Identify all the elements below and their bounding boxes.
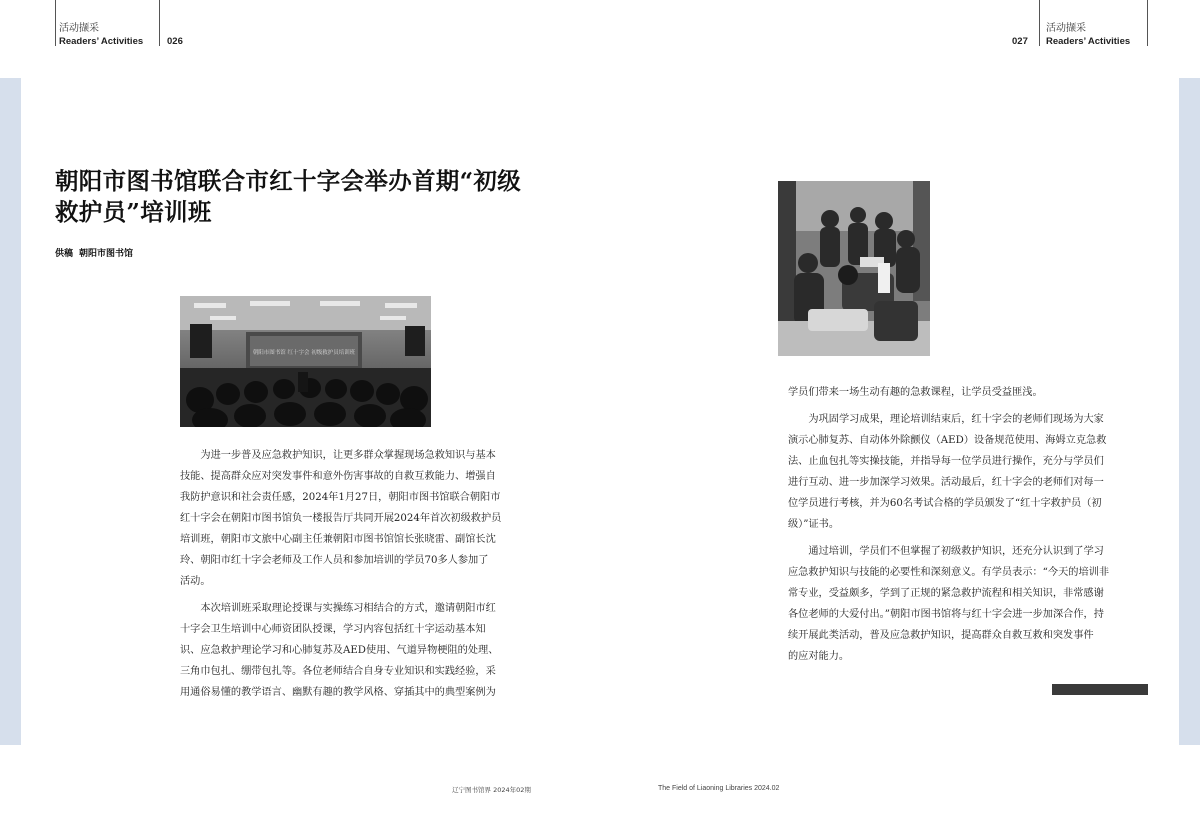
text-line: 通过培训，学员们不但掌握了初级救护知识，还充分认识到了学习 (808, 546, 1104, 557)
text-line: 续开展此类活动，普及应急救护知识，提高群众自救互救和突发事件 (788, 630, 1094, 641)
article-end-bar (1052, 684, 1148, 695)
left-edge-strip (0, 78, 21, 745)
page-number-left: 026 (167, 36, 183, 47)
article-title (55, 166, 575, 228)
header-left-section: 活动撷采 (59, 23, 99, 34)
text-line: 十字会卫生培训中心师资团队授课，学习内容包括红十字运动基本知 (180, 624, 486, 635)
text-line: 为进一步普及应急救护知识，让更多群众掌握现场急救知识与基本 (200, 450, 496, 461)
header-right-section: 活动撷采 (1046, 23, 1086, 34)
paragraph-right-2 (788, 409, 1160, 535)
text-line: 应急救护知识与技能的必要性和深刻意义。有学员表示：“今天的培训非 (788, 567, 1110, 578)
text-line: 学员们带来一场生动有趣的急救课程，让学员受益匪浅。 (788, 387, 1043, 398)
text-line: 级）”证书。 (788, 519, 840, 530)
text-line: 法、止血包扎等实操技能，并指导每一位学员进行操作，充分与学员们 (788, 456, 1104, 467)
lecture-screen-text: 朝阳市图书馆 红十字会 初级救护员培训班 (252, 350, 356, 356)
training-practice-illustration (778, 181, 930, 356)
text-line: 位学员进行考核，并为60名考试合格的学员颁发了“红十字救护员（初 (788, 498, 1102, 509)
header-left-section-en: Readers’ Activities (59, 36, 144, 47)
paragraph-right-3 (788, 541, 1160, 667)
header-left-outer-rule (55, 0, 56, 46)
text-line: 红十字会在朝阳市图书馆负一楼报告厅共同开展2024年首次初级救护员 (180, 513, 502, 524)
text-line: 的应对能力。 (788, 651, 850, 662)
training-practice-photo (778, 181, 930, 356)
text-line: 识、应急救护理论学习和心肺复苏及AED使用、气道异物梗阻的处理、 (180, 645, 499, 656)
byline (55, 246, 133, 259)
header-right-section-en: Readers’ Activities (1046, 36, 1131, 47)
footer-left: 辽宁图书馆界 2024年02期 (452, 786, 531, 794)
header-left-inner-rule (159, 0, 160, 46)
text-line: 常专业，受益颇多，学到了正规的紧急救护流程和相关知识，非常感谢 (788, 588, 1104, 599)
header-right-outer-rule (1147, 0, 1148, 46)
text-line: 各位老师的大爱付出。”朝阳市图书馆将与红十字会进一步加深合作，持 (788, 609, 1104, 620)
article-title-line-1: 朝阳市图书馆联合市红十字会举办首期“初级 (55, 167, 522, 195)
lecture-hall-photo (180, 296, 431, 427)
text-line: 进行互动、进一步加深学习效果。活动最后，红十字会的老师们对每一 (788, 477, 1104, 488)
text-line: 培训班，朝阳市文旅中心副主任兼朝阳市图书馆馆长张晓雷、副馆长沈 (180, 534, 496, 545)
text-line: 为巩固学习成果，理论培训结束后，红十字会的老师们现场为大家 (808, 414, 1104, 425)
text-line: 活动。 (180, 576, 211, 587)
text-line: 用通俗易懂的教学语言、幽默有趣的教学风格、穿插其中的典型案例为 (180, 687, 496, 698)
text-line: 演示心肺复苏、自动体外除颤仪（AED）设备规范使用、海姆立克急救 (788, 435, 1107, 446)
header-right-inner-rule (1039, 0, 1040, 46)
text-line: 我防护意识和社会责任感，2024年1月27日，朝阳市图书馆联合朝阳市 (180, 492, 501, 503)
footer-right: The Field of Liaoning Libraries 2024.02 (658, 785, 780, 792)
text-line: 玲、朝阳市红十字会老师及工作人员和参加培训的学员70多人参加了 (180, 555, 489, 566)
left-column-text (180, 445, 564, 703)
paragraph-left-2 (180, 598, 564, 703)
paragraph-left-1 (180, 445, 564, 592)
lecture-hall-illustration (180, 296, 431, 427)
right-edge-strip (1179, 78, 1200, 745)
article-title-line-2: 救护员”培训班 (55, 198, 212, 226)
page-number-right: 027 (1012, 36, 1028, 47)
right-column-text (788, 382, 1160, 667)
paragraph-right-continued (788, 382, 1160, 403)
text-line: 本次培训班采取理论授课与实操练习相结合的方式，邀请朝阳市红 (200, 603, 496, 614)
byline-label: 供稿 (55, 249, 74, 259)
text-line: 三角巾包扎、绷带包扎等。各位老师结合自身专业知识和实践经验，采 (180, 666, 496, 677)
byline-source: 朝阳市图书馆 (79, 249, 134, 259)
text-line: 技能、提高群众应对突发事件和意外伤害事故的自救互救能力、增强自 (180, 471, 496, 482)
